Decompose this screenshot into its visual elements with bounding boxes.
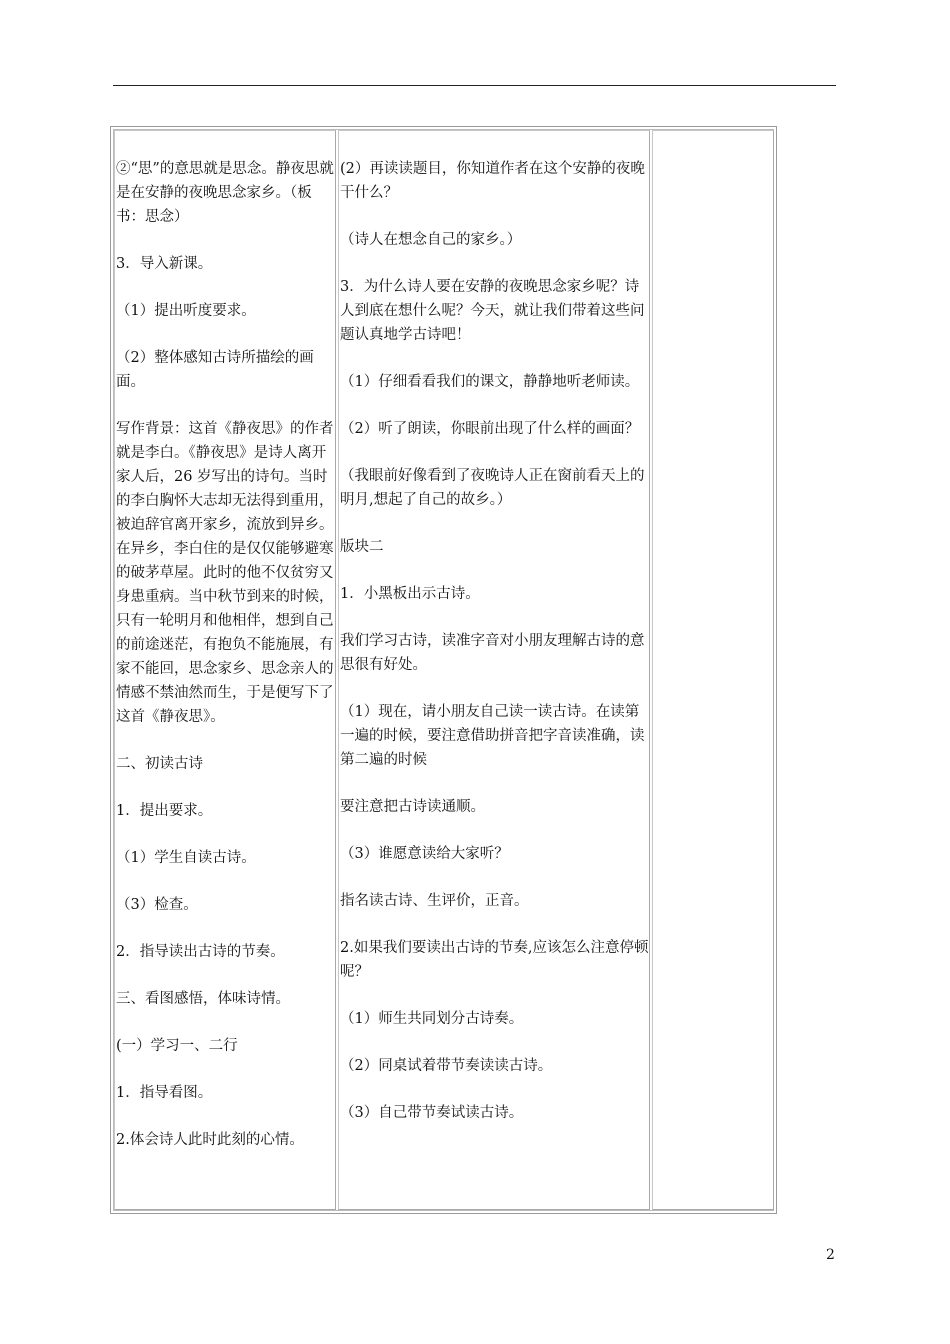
middle-paragraph: (2）再读读题目，你知道作者在这个安静的夜晚干什么？ <box>340 161 645 201</box>
middle-paragraph: （2）听了朗读，你眼前出现了什么样的画面？ <box>340 421 640 437</box>
table-cell-left <box>114 130 336 1210</box>
left-paragraph: ②“思”的意思就是思念。静夜思就是在安静的夜晚思念家乡。（板书：思念） <box>116 161 334 225</box>
middle-paragraph: 3．为什么诗人要在安静的夜晚思念家乡呢？诗人到底在想什么呢？今天，就让我们带着这些问题认真地学古诗吧！ <box>340 279 645 343</box>
middle-paragraph: （我眼前好像看到了夜晚诗人正在窗前看天上的明月,想起了自己的故乡。） <box>340 468 645 508</box>
left-paragraph-background: 写作背景：这首《静夜思》的作者就是李白。《静夜思》是诗人离开家人后，26 岁写出的诗句。当时的李白胸怀大志却无法得到重用，被迫辞官离开家乡，流放到异乡。在异乡，李白住的是仅仅能够避寒的破茅草屋。此时的他不仅贫穷又身患重病。当中秋节到来的时候，只有一轮明月和他相伴，想到自己的前途迷茫，有抱负不能施展，有家不能回，思念家乡、思念亲人的情感不禁油然而生，于是便写下了这首《静夜思》。 <box>116 421 334 725</box>
middle-paragraph: 2.如果我们要读出古诗的节奏,应该怎么注意停顿呢？ <box>340 940 649 980</box>
page-number: 2 <box>826 1247 835 1263</box>
left-paragraph: 3．导入新课。 <box>116 256 213 272</box>
table-cell-middle <box>338 130 650 1210</box>
left-section-heading: 二、初读古诗 <box>116 756 203 772</box>
left-column-text <box>116 157 335 1175</box>
middle-paragraph: （1）师生共同划分古诗奏。 <box>340 1011 524 1027</box>
middle-paragraph: 1．小黑板出示古诗。 <box>340 586 480 602</box>
header-rule <box>113 85 836 86</box>
middle-paragraph: （3）自己带节奏试读古诗。 <box>340 1105 524 1121</box>
middle-column-text <box>340 157 649 1148</box>
middle-paragraph: （诗人在想念自己的家乡。） <box>340 232 522 248</box>
middle-paragraph: （1）现在，请小朋友自己读一读古诗。在读第一遍的时候，要注意借助拼音把字音读准确，读第二遍的时候 <box>340 704 645 768</box>
left-paragraph: （1）提出听度要求。 <box>116 303 256 319</box>
lesson-plan-table <box>110 126 777 1214</box>
left-paragraph: 2．指导读出古诗的节奏。 <box>116 944 285 960</box>
middle-paragraph: 要注意把古诗读通顺。 <box>340 799 485 815</box>
middle-paragraph: 指名读古诗、生评价，正音。 <box>340 893 529 909</box>
middle-paragraph: （1）仔细看看我们的课文，静静地听老师读。 <box>340 374 640 390</box>
left-paragraph: 1．提出要求。 <box>116 803 213 819</box>
table-cell-right-empty <box>652 130 774 1210</box>
left-paragraph: （1）学生自读古诗。 <box>116 850 256 866</box>
left-paragraph: （3）检查。 <box>116 897 198 913</box>
left-paragraph: 1．指导看图。 <box>116 1085 213 1101</box>
middle-paragraph: （2）同桌试着带节奏读读古诗。 <box>340 1058 553 1074</box>
left-paragraph: (一）学习一、二行 <box>116 1038 238 1054</box>
left-paragraph: （2）整体感知古诗所描绘的画面。 <box>116 350 314 390</box>
middle-section-heading: 版块二 <box>340 539 384 555</box>
middle-paragraph: 我们学习古诗，读准字音对小朋友理解古诗的意思很有好处。 <box>340 633 645 673</box>
left-section-heading: 三、看图感悟，体味诗情。 <box>116 991 290 1007</box>
left-paragraph: 2.体会诗人此时此刻的心情。 <box>116 1132 304 1148</box>
middle-paragraph: （3）谁愿意读给大家听？ <box>340 846 509 862</box>
